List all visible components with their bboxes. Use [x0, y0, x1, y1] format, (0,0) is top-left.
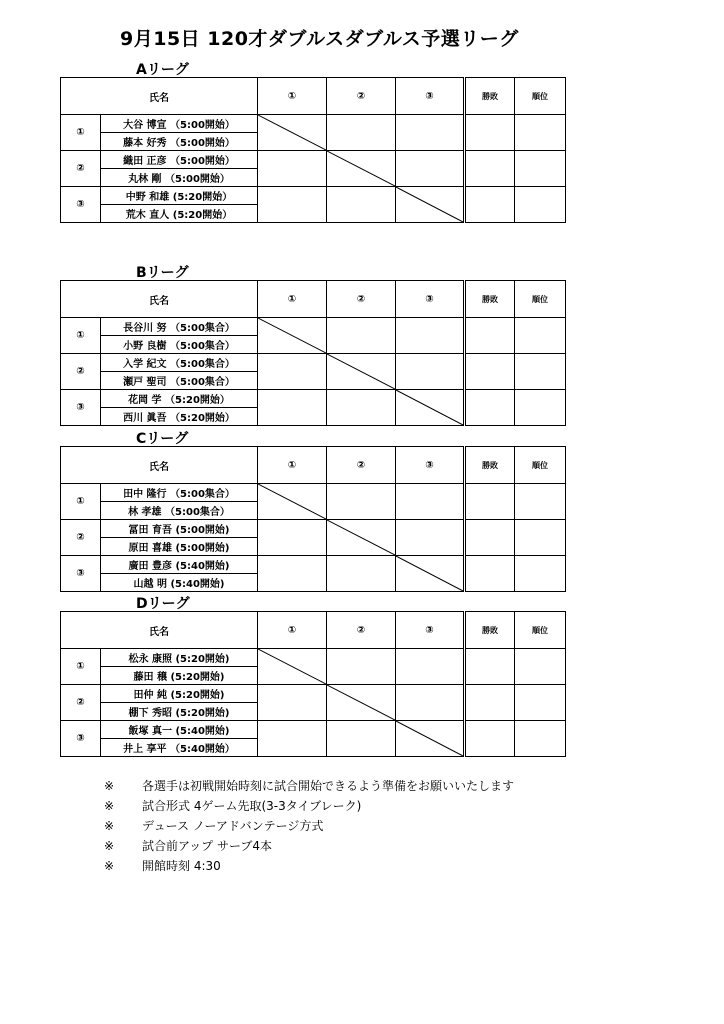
header-name: 氏名 [61, 612, 258, 649]
header-col-1: ① [258, 447, 327, 484]
header-col-2: ② [327, 281, 396, 318]
header-col-3: ③ [396, 612, 465, 649]
league-b [60, 265, 565, 426]
header-row [61, 612, 566, 649]
diagonal-cell [327, 685, 396, 721]
note-row [104, 796, 514, 816]
header-col-3: ③ [396, 281, 465, 318]
note-row [104, 776, 514, 796]
result-cell [327, 649, 396, 685]
note-mark: ※ [104, 859, 115, 873]
diagonal-cell [327, 520, 396, 556]
wins-losses-cell [465, 685, 515, 721]
result-cell [396, 318, 465, 354]
team-seed: ② [61, 151, 101, 187]
header-row [61, 78, 566, 115]
wins-losses-cell [465, 721, 515, 757]
note-text: デュース ノーアドバンテージ方式 [142, 819, 324, 833]
rank-cell [515, 721, 566, 757]
header-name: 氏名 [61, 447, 258, 484]
header-col-1: ① [258, 78, 327, 115]
player-name: 荒木 直人 (5:20開始） [101, 205, 258, 223]
league-table [60, 280, 566, 426]
result-cell [258, 151, 327, 187]
header-col-3: ③ [396, 78, 465, 115]
rank-cell [515, 151, 566, 187]
player-row [61, 520, 566, 538]
player-name: 中野 和雄 (5:20開始） [101, 187, 258, 205]
diagonal-cell [327, 151, 396, 187]
league-label: Bリーグ [136, 265, 189, 281]
player-name: 山越 明 (5:40開始) [101, 574, 258, 592]
player-name: 冨田 育吾 (5:00開始) [101, 520, 258, 538]
header-col-2: ② [327, 612, 396, 649]
header-rank: 順位 [515, 612, 566, 649]
player-row [61, 187, 566, 205]
team-seed: ③ [61, 390, 101, 426]
player-row [61, 685, 566, 703]
header-wins-losses: 勝敗 [465, 78, 515, 115]
league-a [60, 62, 565, 223]
result-cell [396, 354, 465, 390]
header-row [61, 281, 566, 318]
note-mark: ※ [104, 779, 115, 793]
result-cell [258, 390, 327, 426]
diagonal-cell [258, 484, 327, 520]
player-name: 松永 康照 (5:20開始) [101, 649, 258, 667]
league-label: Dリーグ [136, 596, 190, 612]
player-name: 林 孝雄 （5:00集合） [101, 502, 258, 520]
note-mark: ※ [104, 799, 115, 813]
team-seed: ② [61, 685, 101, 721]
player-name: 藤田 穣 (5:20開始) [101, 667, 258, 685]
result-cell [396, 685, 465, 721]
player-name: 入学 紀文 （5:00集合） [101, 354, 258, 372]
result-cell [396, 151, 465, 187]
result-cell [258, 187, 327, 223]
result-cell [396, 115, 465, 151]
header-name: 氏名 [61, 281, 258, 318]
note-text: 試合前アップ サーブ4本 [142, 839, 273, 853]
player-name: 原田 喜雄 (5:00開始) [101, 538, 258, 556]
player-row [61, 354, 566, 372]
result-cell [396, 649, 465, 685]
result-cell [396, 520, 465, 556]
wins-losses-cell [465, 649, 515, 685]
header-wins-losses: 勝敗 [465, 281, 515, 318]
player-name: 廣田 豊彦 (5:40開始) [101, 556, 258, 574]
result-cell [396, 484, 465, 520]
wins-losses-cell [465, 187, 515, 223]
league-table [60, 446, 566, 592]
rank-cell [515, 187, 566, 223]
header-col-1: ① [258, 281, 327, 318]
rank-cell [515, 649, 566, 685]
diagonal-cell [396, 556, 465, 592]
result-cell [258, 354, 327, 390]
note-row [104, 856, 514, 876]
diagonal-cell [396, 721, 465, 757]
result-cell [327, 484, 396, 520]
team-seed: ② [61, 520, 101, 556]
team-seed: ① [61, 115, 101, 151]
wins-losses-cell [465, 115, 515, 151]
player-row [61, 115, 566, 133]
player-row [61, 556, 566, 574]
result-cell [327, 115, 396, 151]
result-cell [258, 520, 327, 556]
player-name: 花岡 学 （5:20開始） [101, 390, 258, 408]
page-title: 9月15日 120才ダブルスダブルス予選リーグ [120, 28, 519, 50]
note-text: 開館時刻 4:30 [142, 859, 221, 873]
note-row [104, 816, 514, 836]
diagonal-cell [396, 390, 465, 426]
team-seed: ② [61, 354, 101, 390]
player-name: 棚下 秀昭 (5:20開始) [101, 703, 258, 721]
team-seed: ① [61, 318, 101, 354]
rank-cell [515, 484, 566, 520]
result-cell [327, 556, 396, 592]
player-name: 小野 良樹 （5:00集合） [101, 336, 258, 354]
player-name: 長谷川 努 （5:00集合） [101, 318, 258, 336]
diagonal-cell [258, 115, 327, 151]
diagonal-cell [396, 187, 465, 223]
rank-cell [515, 520, 566, 556]
player-row [61, 390, 566, 408]
header-row [61, 447, 566, 484]
team-seed: ③ [61, 721, 101, 757]
wins-losses-cell [465, 151, 515, 187]
league-table [60, 77, 566, 223]
team-seed: ① [61, 484, 101, 520]
player-name: 大谷 博宣 （5:00開始） [101, 115, 258, 133]
result-cell [327, 721, 396, 757]
header-wins-losses: 勝敗 [465, 447, 515, 484]
diagonal-cell [258, 318, 327, 354]
result-cell [258, 556, 327, 592]
result-cell [327, 318, 396, 354]
player-row [61, 318, 566, 336]
wins-losses-cell [465, 390, 515, 426]
rank-cell [515, 556, 566, 592]
note-text: 各選手は初戦開始時刻に試合開始できるよう準備をお願いいたします [142, 779, 515, 793]
player-row [61, 151, 566, 169]
header-col-2: ② [327, 447, 396, 484]
league-table [60, 611, 566, 757]
rank-cell [515, 685, 566, 721]
rank-cell [515, 390, 566, 426]
rank-cell [515, 115, 566, 151]
player-name: 田中 隆行 （5:00集合） [101, 484, 258, 502]
player-name: 瀬戸 聖司 （5:00集合） [101, 372, 258, 390]
team-seed: ③ [61, 556, 101, 592]
header-wins-losses: 勝敗 [465, 612, 515, 649]
team-seed: ③ [61, 187, 101, 223]
player-name: 藤本 好秀 （5:00開始） [101, 133, 258, 151]
header-rank: 順位 [515, 78, 566, 115]
team-seed: ① [61, 649, 101, 685]
player-name: 井上 享平 （5:40開始） [101, 739, 258, 757]
diagonal-cell [327, 354, 396, 390]
result-cell [258, 721, 327, 757]
wins-losses-cell [465, 484, 515, 520]
header-rank: 順位 [515, 281, 566, 318]
wins-losses-cell [465, 318, 515, 354]
player-name: 丸林 剛 （5:00開始） [101, 169, 258, 187]
wins-losses-cell [465, 556, 515, 592]
header-col-1: ① [258, 612, 327, 649]
header-name: 氏名 [61, 78, 258, 115]
league-label: Cリーグ [136, 431, 189, 447]
header-rank: 順位 [515, 447, 566, 484]
result-cell [327, 390, 396, 426]
player-name: 飯塚 真一 (5:40開始) [101, 721, 258, 739]
note-text: 試合形式 4ゲーム先取(3-3タイブレーク) [142, 799, 362, 813]
player-name: 田仲 純 (5:20開始) [101, 685, 258, 703]
player-name: 織田 正彦 （5:00開始） [101, 151, 258, 169]
rank-cell [515, 318, 566, 354]
result-cell [258, 685, 327, 721]
league-label: Aリーグ [136, 62, 189, 78]
wins-losses-cell [465, 520, 515, 556]
player-row [61, 721, 566, 739]
player-name: 西川 眞吾 （5:20開始） [101, 408, 258, 426]
notes-section [104, 776, 514, 876]
header-col-2: ② [327, 78, 396, 115]
result-cell [327, 187, 396, 223]
diagonal-cell [258, 649, 327, 685]
player-row [61, 649, 566, 667]
league-c [60, 431, 565, 592]
note-row [104, 836, 514, 856]
wins-losses-cell [465, 354, 515, 390]
rank-cell [515, 354, 566, 390]
note-mark: ※ [104, 819, 115, 833]
player-row [61, 484, 566, 502]
header-col-3: ③ [396, 447, 465, 484]
note-mark: ※ [104, 839, 115, 853]
league-d [60, 596, 565, 757]
